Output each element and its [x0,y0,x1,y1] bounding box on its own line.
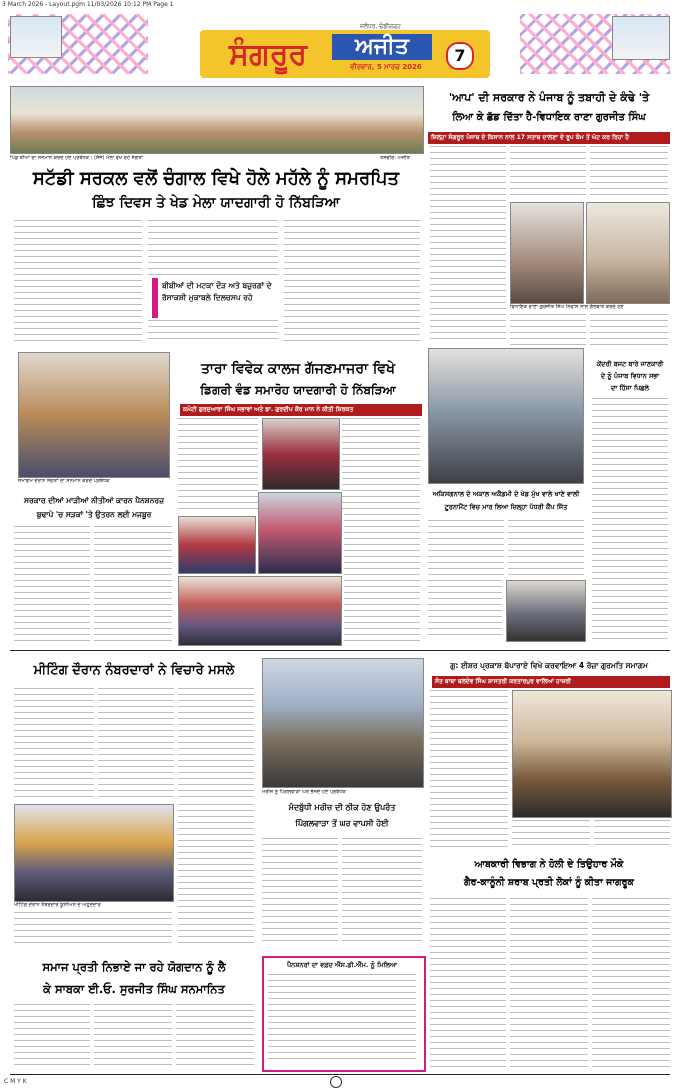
gurmat-col-3 [594,820,670,850]
budget-headline-2: ਦੇ ਨੂੰ ਪੰਜਾਬ ਵਿਧਾਨ ਸਭਾ [600,372,660,380]
holla-col-2b [148,320,278,344]
tara-left-caption: ਸਮਾਗਮ ਦੌਰਾਨ ਸੰਗਤਾਂ ਦਾ ਸਨਮਾਨ ਕਰਦੇ ਪ੍ਰਬੰਧਕ [18,478,110,484]
akal-photo [428,348,584,484]
akal-photo-2 [506,580,586,642]
gurmat-photo [512,690,672,818]
tara-photo-2 [178,516,256,574]
tara-col-3b [344,514,420,642]
gurdwara-image-left [10,16,62,58]
aap-photo-2 [586,202,670,304]
footer-slug: C M Y K [4,1078,27,1085]
excise-col-2 [510,898,588,1068]
masthead-left-title: ਸੰਗਰੂਰ [228,37,308,72]
patient-photo [262,658,424,788]
masthead-date: ਵੀਰਵਾਰ, 5 ਮਾਰਚ 2026 [350,63,422,71]
budget-headline-3: ਦਾ ਹਿੱਸਾ ਪਿਛਲੇ [611,384,649,392]
aap-col-1 [430,146,506,342]
meeting-col-5 [14,912,172,944]
meeting-photo-caption: ਮੀਟਿੰਗ ਦੌਰਾਨ ਨੰਬਰਦਾਰ ਯੂਨੀਅਨ ਦੇ ਅਹੁਦੇਦਾਰ [14,902,101,908]
masthead-tag: ਜਲੰਧਰ, ਚੰਡੀਗੜ੍ਹ [360,23,401,30]
holla-col-2 [148,220,278,276]
holla-photo [10,86,424,154]
akal-headline-2: ਟੂਰਨਾਮੈਂਟ ਵਿਚ ਮਾਰ ਲਿਆ ਜ਼ਿਲ੍ਹਾ ਪੱਧਰੀ ਕੈਂਪ ਜਿੱਤ [444,503,568,511]
tara-headline-2: ਡਿਗਰੀ ਵੰਡ ਸਮਾਰੋਹ ਯਾਦਗਾਰੀ ਹੋ ਨਿੱਬੜਿਆ [200,383,396,397]
buses-col-1 [14,526,90,644]
aap-photo-caption: ਵਿਧਾਇਕ ਰਾਣਾ ਗੁਰਜੀਤ ਸਿੰਘ ਨਿਵਾਸ ਨਾਲ ਗੱਲਬਾਤ ਕਰਦੇ ਹੋਏ [510,304,624,310]
society-col-1 [14,1004,90,1066]
patient-col-2 [342,838,422,946]
notice-body [268,974,416,1064]
excise-headline-1: ਆਬਕਾਰੀ ਵਿਭਾਗ ਨੇ ਹੋਲੀ ਦੇ ਤਿਉਹਾਰ ਮੌਕੇ [474,859,624,870]
excise-headline-2: ਗੈਰ-ਕਾਨੂੰਨੀ ਸ਼ਰਾਬ ਪ੍ਰਤੀ ਲੋਕਾਂ ਨੂੰ ਕੀਤਾ ਜਾਗਰੂਕ [463,877,635,888]
tara-subhead: ਕਮੇਟੀ ਗੁਰਦੁਆਰਾ ਸਿੰਘ ਸਭਾਵਾਂ ਅਤੇ ਡਾ. ਗੁਰਦੀਪ ਕੌਰ ਮਾਨ ਨੇ ਕੀਤੀ ਸ਼ਿਰਕਤ [180,404,422,416]
gurmat-headline: ਗੁ: ਈਸ਼ਰ ਪ੍ਰਕਾਸ਼ ਬੋਪਾਰਾਏ ਵਿਖੇ ਕਰਵਾਇਆ 4 ਰੋਜ਼ਾ ਗੁਰਮਤਿ ਸਮਾਗਮ [450,661,648,670]
society-col-3 [176,1004,254,1066]
akal-col-2 [508,520,584,576]
masthead-right-title: ਅਜੀਤ [355,34,409,59]
holla-headline-1: ਸਟੱਡੀ ਸਰਕਲ ਵਲੋਂ ਚੰਗਾਲ ਵਿਖੇ ਹੋਲੇ ਮਹੱਲੇ ਨੂੰ ਸਮਰਪਿਤ [32,168,400,189]
aap-photo-1 [510,202,584,304]
excise-col-1 [430,898,506,1068]
gurmat-col-2 [512,820,590,850]
holla-callout: ਬੀਬੀਆਂ ਦੀ ਮਟਕਾ ਦੌੜ ਅਤੇ ਬਜ਼ੁਰਗਾਂ ਦੇ ਰੱਸਾਕਸ਼ੀ ਮੁਕਾਬਲੇ ਦਿਲਚਸਪ ਰਹੇ [162,281,272,302]
meeting-col-4 [178,804,254,944]
akal-col-1b [428,580,502,640]
holla-photo-credit: ਤਸਵੀਰ: ਅਜੀਤ [380,155,410,161]
society-col-2 [94,1004,172,1066]
meeting-photo [14,804,174,902]
aap-col-2b [510,314,586,346]
aap-subhead: ਜ਼ਿਲ੍ਹਾ ਸੰਗਰੂਰ ਪੰਜਾਬ ਦੇ ਕਿਸਾਨ ਨਾਲ 17 ਸਤਾਬ ਦਾਲਣਾ ਦੇ ਰੂਪ ਕੰਮ ਤੋਂ ਘੱਟ ਕਰ ਰਿਹਾ ਹੈ [428,132,670,144]
tara-photo-4 [178,576,342,646]
notice-title: ਪੈਨਸ਼ਨਰਾਂ ਦਾ ਵਫ਼ਦ ਐੱਸ.ਡੀ.ਐੱਮ. ਨੂੰ ਮਿਲਿਆ [286,961,398,969]
tara-photo-1 [262,418,340,490]
buses-col-2 [94,526,172,644]
tara-left-photo [18,352,170,478]
patient-headline-2: ਪਿੰਗਲਵਾੜਾ ਤੋਂ ਘਰ ਵਾਪਸੀ ਹੋਈ [295,819,389,828]
holla-col-1 [14,220,142,344]
budget-col [592,398,668,640]
meeting-headline: ਮੀਟਿੰਗ ਦੌਰਾਨ ਨੰਬਰਦਾਰਾਂ ਨੇ ਵਿਚਾਰੇ ਮਸਲੇ [33,663,235,678]
patient-col-1 [262,838,338,946]
meeting-col-2 [98,688,174,800]
registration-mark [330,1076,342,1088]
tara-col-1 [178,418,258,510]
patient-headline-1: ਮੰਦਬੁੱਧੀ ਮਰੀਜ਼ ਦੀ ਠੀਕ ਹੋਣ ਉਪਰੰਤ [288,803,396,812]
masthead [0,10,677,84]
tara-photo-3 [258,492,342,574]
aap-col-3 [590,146,668,196]
society-headline-2: ਕੇ ਸਾਬਕਾ ਈ.ਓ. ਸੁਰਜੀਤ ਸਿੰਘ ਸਨਮਾਨਿਤ [43,982,225,996]
patient-photo-caption: ਮਰੀਜ਼ ਨੂੰ ਪਿੰਗਲਵਾੜਾ ਘਰ ਭੇਜਦੇ ਹੋਏ ਪ੍ਰਬੰਧਕ [262,789,346,795]
gurmat-subhead: ਸੰਤ ਬਾਬਾ ਬਲਦੇਵ ਸਿੰਘ ਸ਼ਾਸਤਰੀ ਕਰਤਾਰਪੁਰ ਵਾਲਿਆਂ ਹਾਜ਼ਰੀ [432,676,670,688]
holla-col-3 [284,220,420,344]
excise-col-3 [592,898,670,1068]
page-number: 7 [454,46,466,65]
gurdwara-image-right [612,16,670,60]
aap-col-3b [590,314,668,346]
tara-headline: ਤਾਰਾ ਵਿਵੇਕ ਕਾਲਜ ਗੱਜਣਮਾਜਰਾ ਵਿਖੇ [200,361,396,377]
gurmat-col-1 [430,690,508,850]
society-headline-1: ਸਮਾਜ ਪ੍ਰਤੀ ਨਿਭਾਏ ਜਾ ਰਹੇ ਯੋਗਦਾਨ ਨੂੰ ਲੈ [42,960,226,974]
footer-rule [10,1074,670,1075]
holla-headline-2: ਛਿੰਝ ਦਿਵਸ ਤੇ ਖੇਡ ਮੇਲਾ ਯਾਦਗਾਰੀ ਹੋ ਨਿੱਬੜਿਆ [92,195,340,211]
meeting-col-1 [14,688,94,800]
aap-headline-1: 'ਆਪ' ਦੀ ਸਰਕਾਰ ਨੇ ਪੰਜਾਬ ਨੂੰ ਤਬਾਹੀ ਦੇ ਕੰਢੇ 'ਤੇ [448,91,650,104]
akal-col-1 [428,520,504,576]
holla-photo-caption: ਪਿੰਡ ਤੀਆਂ ਦਾ ਸਨਮਾਨ ਕਰਦੇ ਹੋਏ ਪ੍ਰਬੰਧਕ। (ਸੱਜੇ) ਮੇਲਾ ਵੇਖ ਰਹੇ ਸੰਗਤਾਂ [10,155,143,161]
aap-headline-2: ਲਿਆ ਕੇ ਛੱਡ ਦਿੱਤਾ ਹੈ-ਵਿਧਾਇਕ ਰਾਣਾ ਗੁਰਜੀਤ ਸਿੰਘ [452,112,646,123]
akal-headline-1: ਅਕਿਸਗਨਾਲ ਦੇ ਅਕਾਲ ਅਕੈਡਮੀ ਦੇ ਖੇਡ ਮੁੱਖ ਵਾਲੇ ਖਾਣੇ ਵਾਲੀ [432,490,580,498]
budget-headline-1: ਕੇਂਦਰੀ ਬਜਟ ਬਾਰੇ ਜਾਣਕਾਰੀ [596,360,664,368]
mid-divider [10,650,670,651]
tara-col-3 [342,418,420,510]
buses-headline-1: ਸਰਕਾਰ ਦੀਆਂ ਮਾੜੀਆਂ ਨੀਤੀਆਂ ਕਾਰਨ ਪੈਨਸ਼ਨਰਜ਼ [24,496,164,505]
buses-headline-2: ਬੁਢਾਪੇ 'ਚ ਸੜਕਾਂ 'ਤੇ ਉਤਰਨ ਲਈ ਮਜਬੂਰ [36,510,152,519]
aap-col-2 [510,146,586,196]
meeting-col-3 [178,688,254,800]
print-slug: 3 March 2026 - Layout.pgm 11/03/2026 10:12 PM Page 1 [2,1,174,8]
